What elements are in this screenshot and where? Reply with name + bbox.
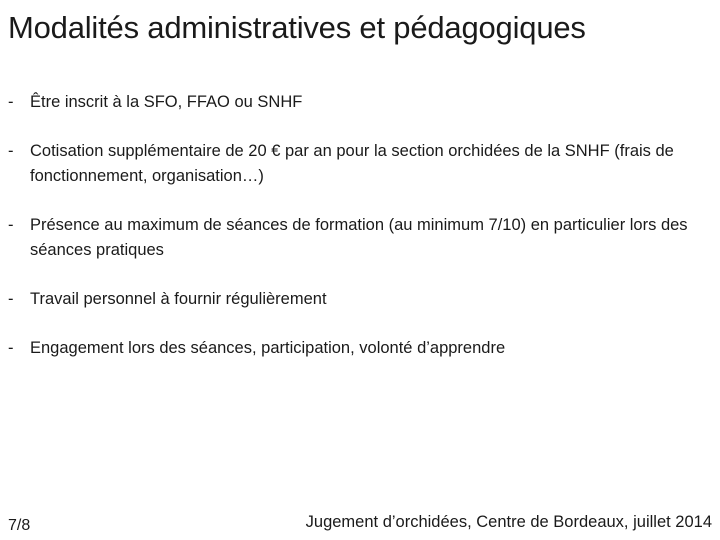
page-number: 7/8 bbox=[8, 517, 31, 534]
bullet-marker: - bbox=[8, 339, 14, 357]
bullet-text: Cotisation supplémentaire de 20 € par an pour la section orchidées de la SNHF (frais de fonctionnement, organisation…) bbox=[30, 142, 674, 185]
slide-title: Modalités administratives et pédagogiques bbox=[8, 10, 586, 45]
bullet-text: Être inscrit à la SFO, FFAO ou SNHF bbox=[30, 93, 303, 111]
bullet-item bbox=[8, 90, 708, 115]
bullet-item bbox=[8, 287, 708, 312]
footer-caption: Jugement d’orchidées, Centre de Bordeaux, juillet 2014 bbox=[305, 513, 712, 531]
bullet-marker: - bbox=[8, 93, 14, 111]
bullet-item bbox=[8, 336, 708, 361]
bullet-marker: - bbox=[8, 290, 14, 308]
bullet-item bbox=[8, 213, 708, 263]
bullet-item bbox=[8, 139, 708, 189]
bullet-list bbox=[8, 90, 708, 361]
bullet-marker: - bbox=[8, 142, 14, 160]
bullet-text: Présence au maximum de séances de formation (au minimum 7/10) en particulier lors des séances pratiques bbox=[30, 216, 688, 259]
bullet-text: Engagement lors des séances, participation, volonté d’apprendre bbox=[30, 339, 506, 357]
bullet-text: Travail personnel à fournir régulièrement bbox=[30, 290, 327, 308]
bullet-marker: - bbox=[8, 216, 14, 234]
